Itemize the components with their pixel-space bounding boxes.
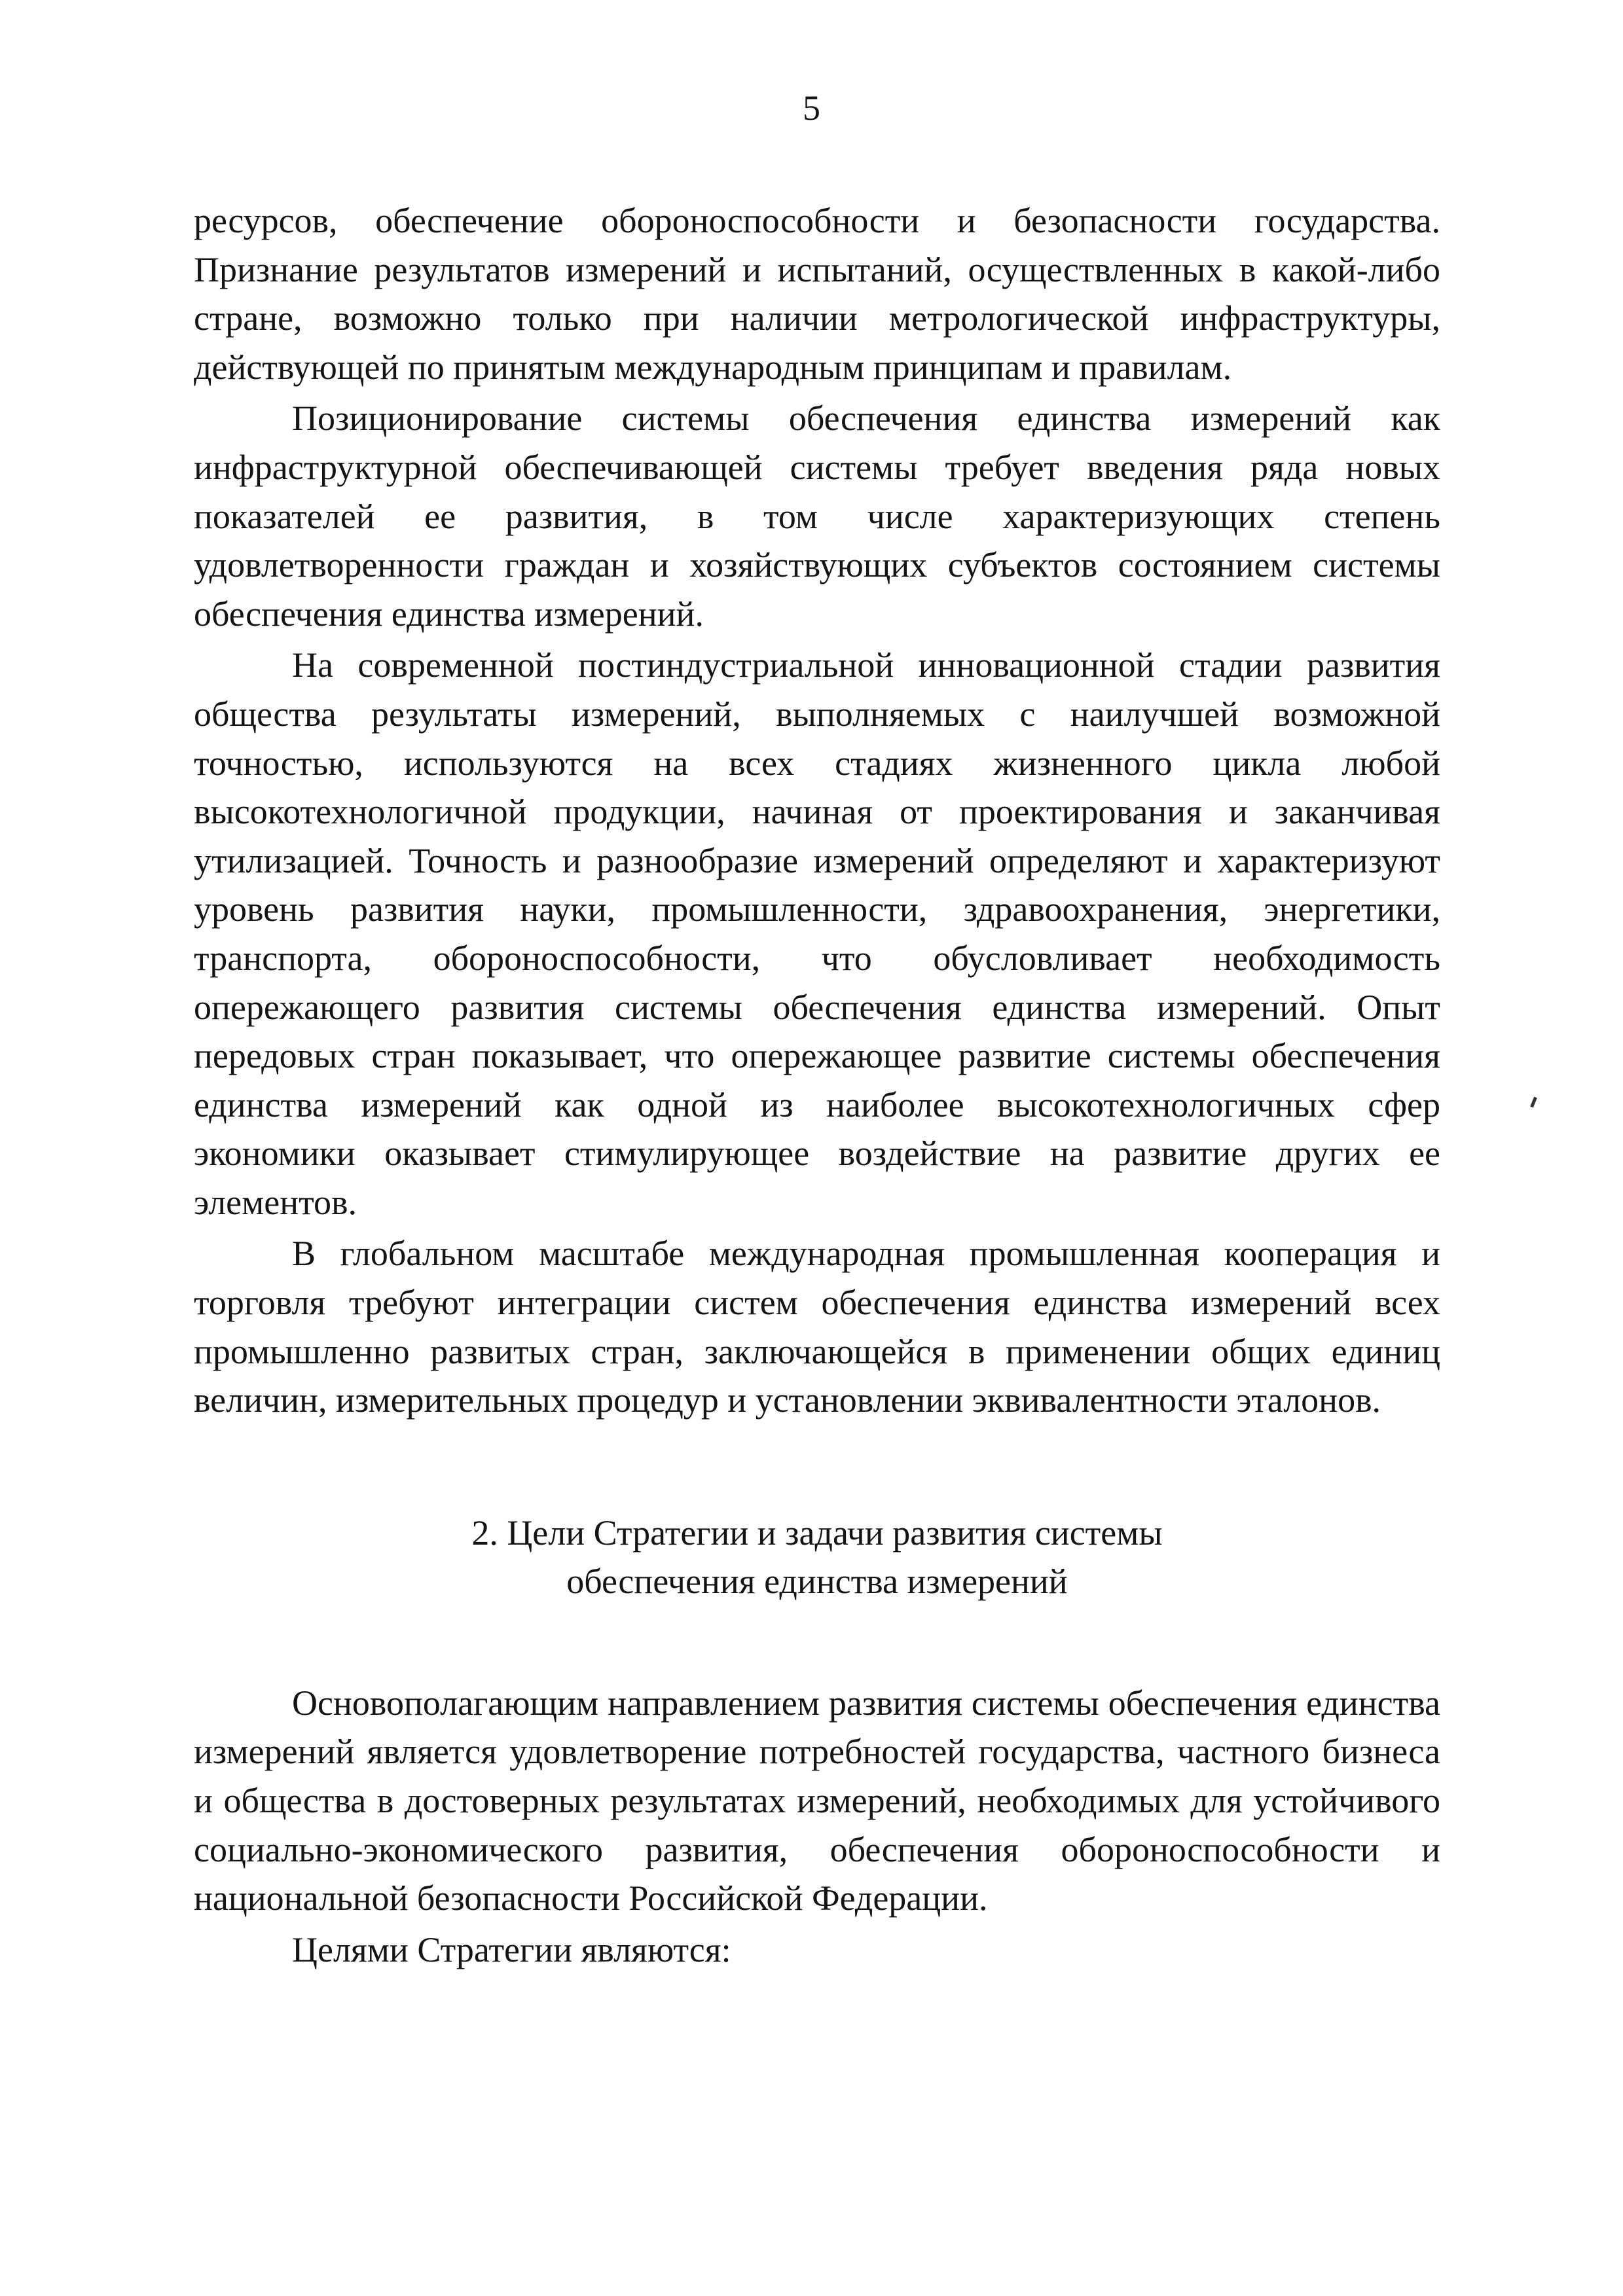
section-heading-line-2: обеспечения единства измерений [566,1561,1068,1601]
section-heading-line-1: 2. Цели Стратегии и задачи развития системы [471,1513,1163,1552]
paragraph-postindustrial-stage: На современной постиндустриальной инновационной стадии развития общества результаты измерений, выполняемых с наилучшей возможной точностью, используются на всех стадиях жизненного цикла любой высокотехнологичной продукции, начиная от проектирования и заканчивая утилизацией. Точность и разнообразие измерений определяют и характеризуют уровень развития науки, промышленности, здравоохранения, энергетики, транспорта, обороноспособности, что обусловливает необходимость опережающего развития системы обеспечения единства измерений. Опыт передовых стран показывает, что опережающее развитие системы обеспечения единства измерений как одной из наиболее высокотехнологичных сфер экономики оказывает стимулирующее воздействие на развитие других ее элементов. [194,645,1440,1222]
paragraph-positioning: Позиционирование системы обеспечения единства измерений как инфраструктурной обеспечивающей системы требует введения ряда новых показателей ее развития, в том числе характеризующих степень удовлетворенности граждан и хозяйствующих субъектов состоянием системы обеспечения единства измерений. [194,399,1440,634]
paragraph-main-direction: Основополагающим направлением развития системы обеспечения единства измерений является удовлетворение потребностей государства, частного бизнеса и общества в достоверных результатах измерений, необходимых для устойчивого социально-экономического развития, обеспечения обороноспособности и национальной безопасности Российской Федерации. [194,1683,1440,1918]
paragraph-continuation: ресурсов, обеспечение обороноспособности и безопасности государства. Признание результатов измерений и испытаний, осуществленных в какой-либо стране, возможно только при наличии метрологической инфраструктуры, действующей по принятым международным принципам и правилам. [194,201,1440,387]
paragraph-goals-intro: Целями Стратегии являются: [292,1929,731,1969]
scan-artifact-mark [1530,1097,1537,1108]
paragraph-global-scale: В глобальном масштабе международная промышленная кооперация и торговля требуют интеграции систем обеспечения единства измерений всех промышленно развитых стран, заключающейся в применении общих единиц величин, измерительных процедур и установлении эквивалентности эталонов. [194,1234,1440,1420]
document-body [194,196,1440,1974]
section-heading [194,1509,1440,1605]
page-number: 5 [803,88,820,128]
